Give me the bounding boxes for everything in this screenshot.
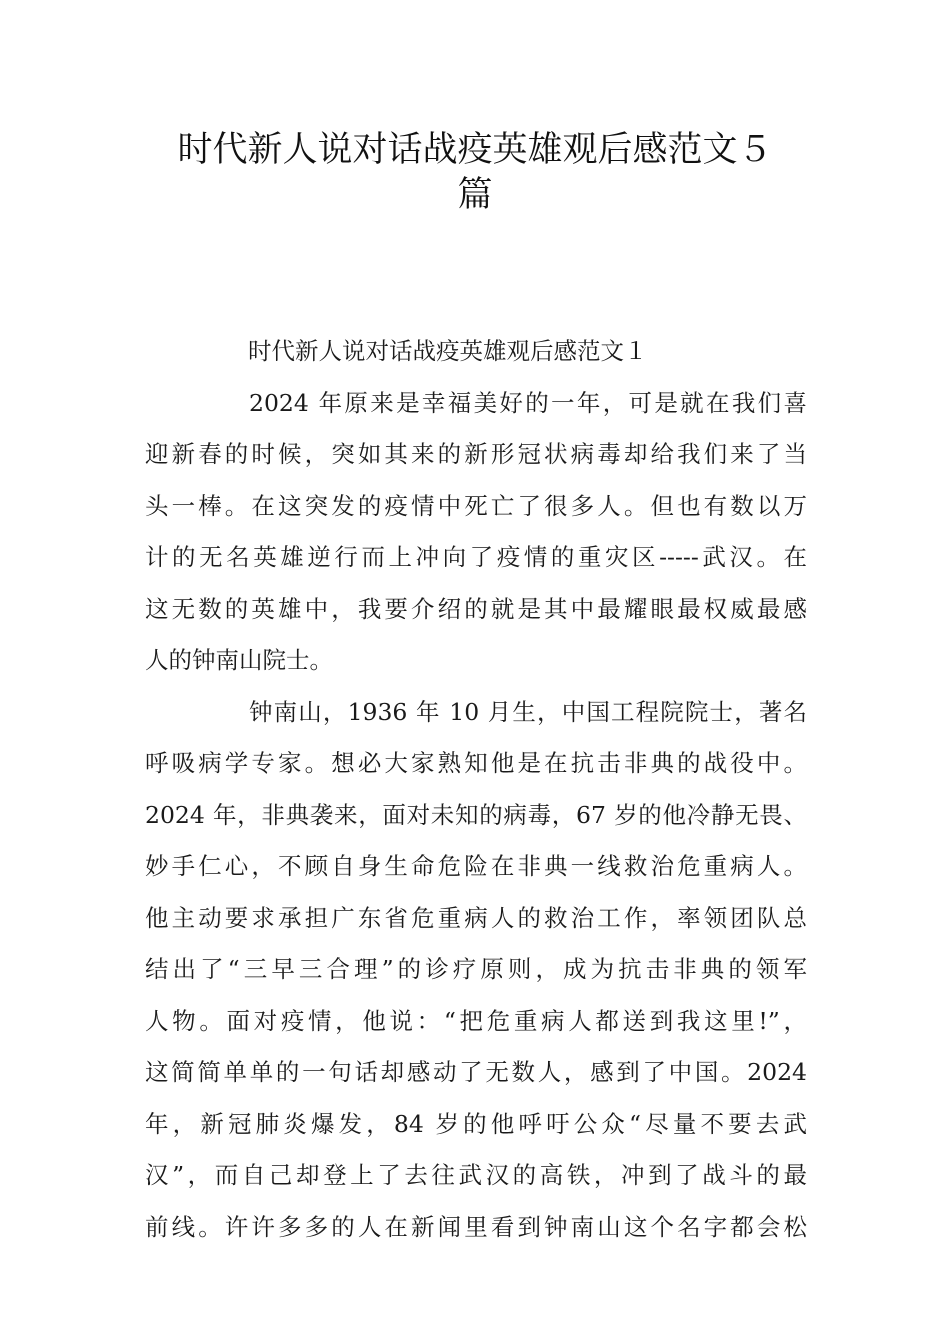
paragraph-line: 迎新春的时候，突如其来的新形冠状病毒却给我们来了当 (145, 440, 807, 468)
paragraph-line: 前线。许许多多的人在新闻里看到钟南山这个名字都会松 (145, 1212, 807, 1241)
paragraph-line: 汉”，而自己却登上了去往武汉的高铁，冲到了战斗的最 (145, 1161, 807, 1189)
title-line-2: 篇 (457, 175, 493, 215)
document-body (145, 326, 807, 1253)
paragraph-line: 结出了“三早三合理”的诊疗原则，成为抗击非典的领军 (145, 955, 807, 983)
document-title (140, 128, 810, 218)
paragraph-line: 这无数的英雄中，我要介绍的就是其中最耀眼最权威最感 (145, 594, 807, 623)
title-line-1: 时代新人说对话战疫英雄观后感范文５ (177, 130, 773, 170)
paragraph-line: 他主动要求承担广东省危重病人的救治工作，率领团队总 (145, 903, 807, 932)
paragraph-line: 呼吸病学专家。想必大家熟知他是在抗击非典的战役中。 (145, 749, 807, 777)
paragraph-line: 人物。面对疫情，他说：“把危重病人都送到我这里!”， (145, 1006, 807, 1035)
section-heading: 时代新人说对话战疫英雄观后感范文１ (248, 337, 648, 365)
paragraph-line: 妙手仁心，不顾自身生命危险在非典一线救治危重病人。 (145, 852, 807, 880)
paragraph-line: 钟南山，1936 年 10 月生，中国工程院院士，著名 (249, 697, 807, 726)
paragraph-line: 人的钟南山院士。 (145, 646, 333, 674)
paragraph-line: 年，新冠肺炎爆发，84 岁的他呼吁公众“尽量不要去武 (145, 1109, 807, 1138)
paragraph-line: 2024 年，非典袭来，面对未知的病毒，67 岁的他冷静无畏、 (145, 800, 807, 829)
paragraph-line: 头一棒。在这突发的疫情中死亡了很多人。但也有数以万 (145, 491, 807, 520)
paragraph-line: 这简简单单的一句话却感动了无数人，感到了中国。2024 (145, 1058, 807, 1086)
paragraph-line: 计的无名英雄逆行而上冲向了疫情的重灾区-----武汉。在 (145, 543, 807, 571)
paragraph-line: 2024 年原来是幸福美好的一年，可是就在我们喜 (249, 388, 807, 417)
